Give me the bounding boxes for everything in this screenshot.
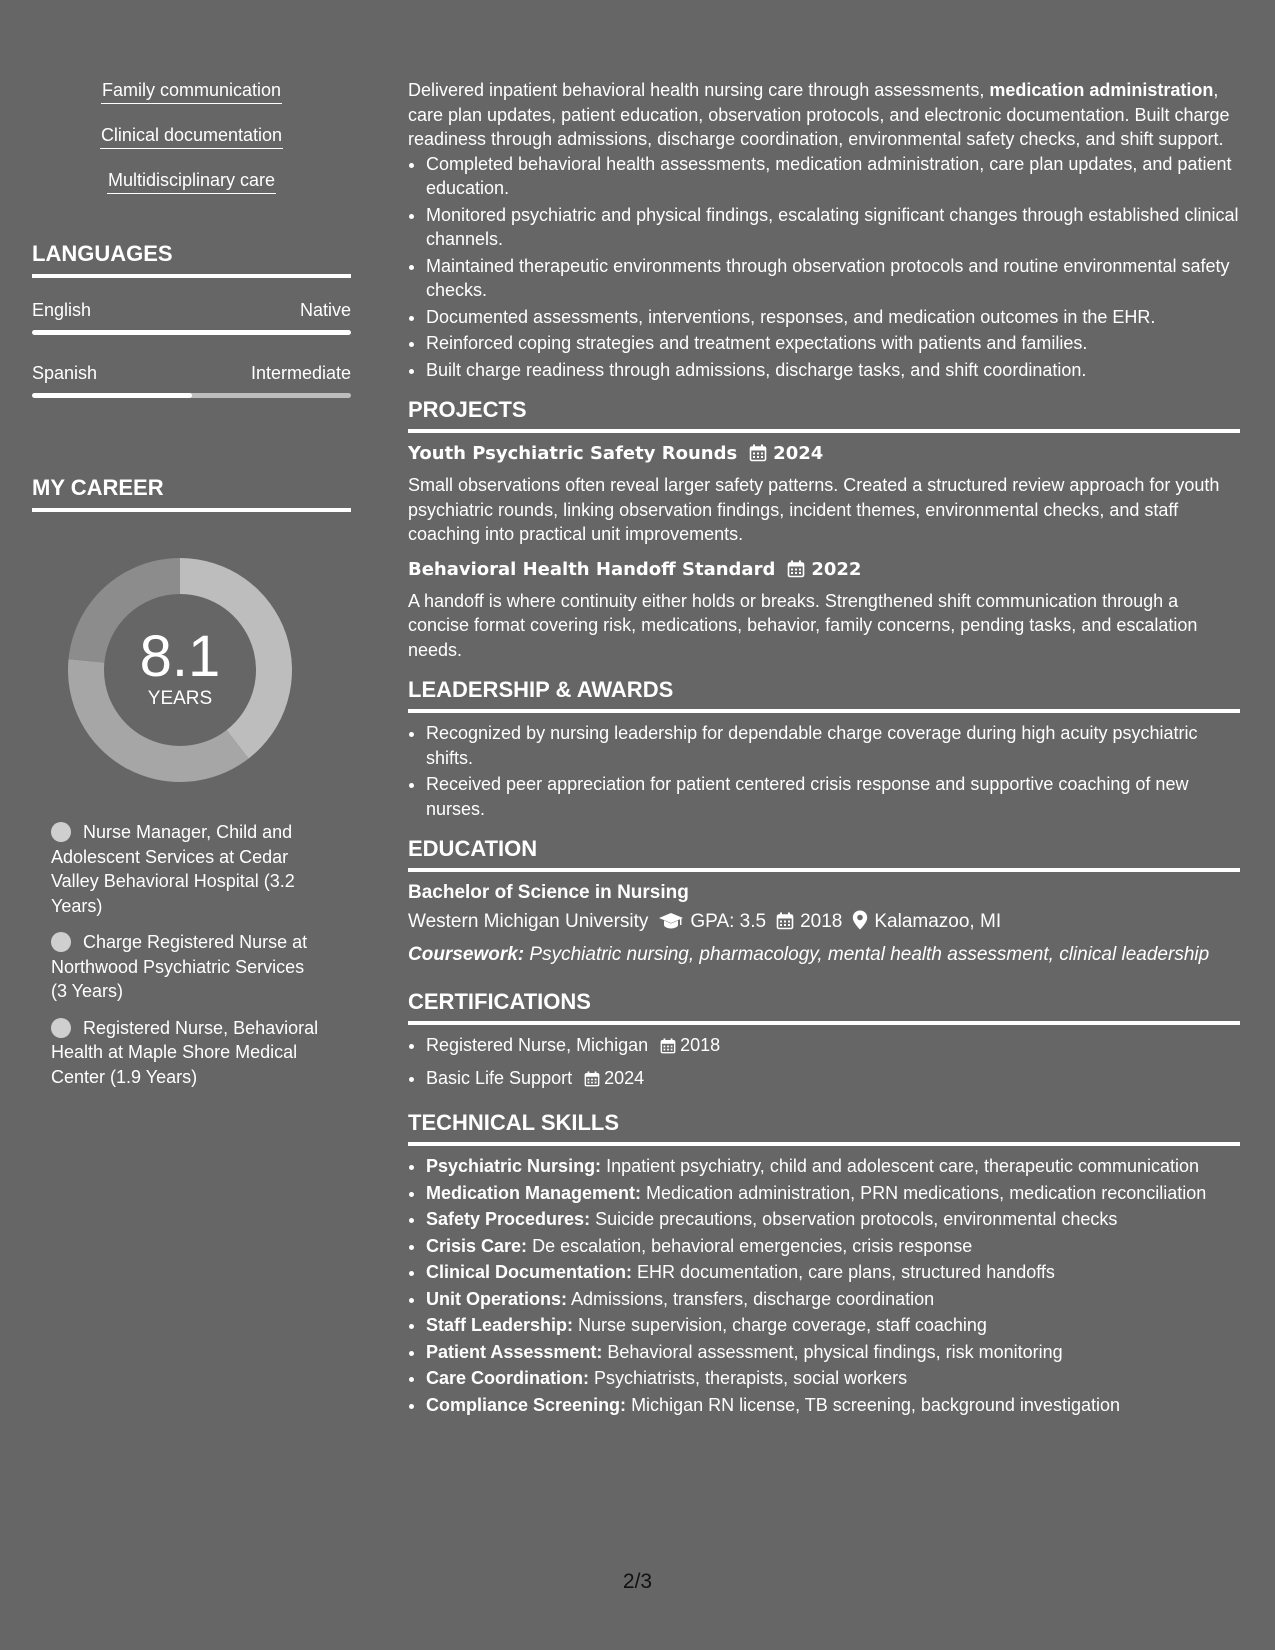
technical-skill-item: [426, 1393, 1240, 1418]
calendar-icon: [584, 1069, 600, 1094]
calendar-icon: [787, 560, 805, 586]
calendar-icon: [749, 444, 767, 470]
technical-skill-label: Psychiatric Nursing:: [426, 1156, 602, 1176]
technical-skill-item: [426, 1313, 1240, 1338]
project-description: A handoff is where continuity either holds or breaks. Strengthened shift communication through a concise format covering risk, medications, behavior, family concerns, pending tasks, and escalation needs.: [408, 590, 1198, 660]
language-item: [32, 298, 351, 335]
career-item-text: Nurse Manager, Child and Adolescent Services at Cedar Valley Behavioral Hospital (3.2 Years): [51, 822, 295, 916]
coursework-text: Psychiatric nursing, pharmacology, mental health assessment, clinical leadership: [524, 944, 1210, 965]
calendar-icon: [776, 911, 794, 939]
project-title: Youth Psychiatric Safety Rounds: [408, 443, 738, 464]
technical-skills-heading: TECHNICAL SKILLS: [408, 1109, 1240, 1146]
education-degree: Bachelor of Science in Nursing: [408, 882, 689, 903]
list-item: • Recognized by nursing leadership for dependable charge coverage during high acuity psychiatric shifts.: [426, 721, 1240, 770]
bullet-dot-icon: [51, 1018, 71, 1038]
list-item: • Reinforced coping strategies and treatment expectations with patients and families.: [426, 331, 1240, 356]
technical-skill-value: Psychiatrists, therapists, social workers: [589, 1368, 908, 1388]
language-item: [32, 361, 351, 398]
career-item: [51, 1016, 321, 1090]
technical-skill-value: Medication administration, PRN medications, medication reconciliation: [641, 1182, 1207, 1203]
career-list: [51, 820, 321, 1089]
language-bar: [32, 393, 351, 398]
project-description: Small observations often reveal larger safety patterns. Created a structured review approach for youth psychiatric rounds, linking observation findings, incident themes, environmental checks, and staff coaching into practical unit improvements.: [408, 475, 1220, 544]
technical-skill-label: Clinical Documentation:: [426, 1262, 633, 1282]
list-item: • Documented assessments, interventions, responses, and medication outcomes in the EHR.: [426, 305, 1240, 330]
technical-skill-label: Patient Assessment:: [426, 1341, 603, 1362]
projects-heading: PROJECTS: [408, 396, 1240, 433]
languages-heading: LANGUAGES: [32, 240, 351, 278]
list-item: • Completed behavioral health assessments, medication administration, care plan updates, and patient education.: [426, 152, 1240, 201]
list-item: • Maintained therapeutic environments through observation protocols and routine environmental safety checks.: [426, 254, 1240, 303]
technical-skill-value: Michigan RN license, TB screening, background investigation: [626, 1394, 1120, 1415]
technical-skill-value: Behavioral assessment, physical findings, risk monitoring: [602, 1341, 1063, 1362]
graduation-cap-icon: [658, 911, 684, 939]
experience-bullets: [408, 152, 1240, 383]
education-heading: EDUCATION: [408, 835, 1240, 872]
education-year: 2018: [800, 911, 843, 932]
certification-year: 2024: [604, 1067, 645, 1088]
education-coursework: [408, 943, 1240, 966]
sidebar: [32, 78, 351, 1101]
education-item: [408, 880, 1240, 966]
career-item: [51, 930, 321, 1004]
career-item: [51, 820, 321, 918]
technical-skill-label: Care Coordination:: [426, 1368, 590, 1388]
technical-skill-label: Safety Procedures:: [426, 1209, 591, 1229]
project-year: 2022: [811, 558, 862, 580]
experience-intro: [408, 78, 1240, 152]
language-level: Native: [299, 300, 351, 320]
career-item-text: Registered Nurse, Behavioral Health at Maple Shore Medical Center (1.9 Years): [51, 1017, 319, 1087]
technical-skill-label: Medication Management:: [426, 1182, 642, 1203]
certification-item: [426, 1066, 1240, 1094]
technical-skill-label: Staff Leadership:: [426, 1315, 574, 1335]
technical-skill-item: [426, 1207, 1240, 1232]
technical-skill-value: Inpatient psychiatry, child and adolescent care, therapeutic communication: [601, 1156, 1200, 1176]
technical-skill-item: [426, 1366, 1240, 1391]
education-location: Kalamazoo, MI: [874, 911, 1002, 932]
technical-skill-value: Admissions, transfers, discharge coordination: [567, 1288, 935, 1309]
language-bar-fill: [32, 393, 192, 398]
career-center: [66, 626, 294, 710]
career-heading: MY CAREER: [32, 474, 351, 512]
language-name: Spanish: [32, 363, 98, 383]
skill-tag: Family communication: [101, 78, 282, 104]
skill-tags: [32, 78, 351, 213]
technical-skill-item: [426, 1340, 1240, 1365]
technical-skill-item: [426, 1260, 1240, 1285]
technical-skill-value: EHR documentation, care plans, structured handoffs: [632, 1262, 1055, 1282]
leadership-bullets: [408, 721, 1240, 821]
certification-item: [426, 1033, 1240, 1061]
bullet-dot-icon: [51, 822, 71, 842]
technical-skill-item: [426, 1234, 1240, 1259]
career-total: 8.1: [139, 624, 221, 689]
bullet-dot-icon: [51, 932, 71, 952]
certification-name: Registered Nurse, Michigan: [426, 1035, 649, 1055]
technical-skill-item: [426, 1154, 1240, 1179]
coursework-label: Coursework:: [408, 944, 525, 965]
project-item: [408, 441, 1240, 547]
career-item-text: Charge Registered Nurse at Northwood Psychiatric Services (3 Years): [51, 932, 308, 1001]
location-pin-icon: [852, 910, 868, 939]
calendar-icon: [660, 1036, 676, 1061]
education-gpa: GPA: 3.5: [690, 911, 767, 932]
career-unit: YEARS: [147, 688, 213, 709]
project-title: Behavioral Health Handoff Standard: [408, 558, 776, 580]
list-item: • Received peer appreciation for patient centered crisis response and supportive coaching of new nurses.: [426, 772, 1240, 821]
language-bar-fill: [32, 330, 351, 335]
page-number: 2/3: [622, 1570, 653, 1593]
skill-tag: Clinical documentation: [100, 123, 283, 149]
education-school: Western Michigan University: [408, 911, 649, 932]
intro-bold-text: medication administration: [989, 80, 1214, 100]
list-item: • Built charge readiness through admissions, discharge tasks, and shift coordination.: [426, 358, 1240, 383]
intro-text: Delivered inpatient behavioral health nursing care through assessments,: [408, 80, 990, 100]
education-meta: [408, 908, 1240, 939]
main-content: [408, 78, 1240, 1419]
language-name: English: [32, 300, 92, 320]
technical-skill-item: [426, 1181, 1240, 1206]
skill-tag: Multidisciplinary care: [107, 168, 276, 194]
certifications-heading: CERTIFICATIONS: [408, 988, 1240, 1025]
certifications-list: [408, 1033, 1240, 1093]
technical-skill-item: [426, 1287, 1240, 1312]
technical-skill-value: Nurse supervision, charge coverage, staff coaching: [573, 1315, 987, 1335]
career-donut: [66, 556, 294, 784]
technical-skill-value: De escalation, behavioral emergencies, crisis response: [527, 1235, 973, 1256]
technical-skill-label: Crisis Care:: [426, 1235, 528, 1256]
technical-skills-list: [408, 1154, 1240, 1417]
certification-name: Basic Life Support: [426, 1067, 573, 1088]
technical-skill-label: Unit Operations:: [426, 1288, 568, 1309]
technical-skill-value: Suicide precautions, observation protocols, environmental checks: [590, 1209, 1118, 1229]
language-bar: [32, 330, 351, 335]
list-item: • Monitored psychiatric and physical findings, escalating significant changes through established clinical channels.: [426, 203, 1240, 252]
leadership-heading: LEADERSHIP & AWARDS: [408, 676, 1240, 713]
technical-skill-label: Compliance Screening:: [426, 1394, 627, 1415]
intro-text: , care plan updates, patient education, observation protocols, and electronic documentation. Built charge readiness through admissions, discharge coordination, environmental safety checks, and shift support.: [408, 80, 1230, 149]
project-year: 2024: [773, 443, 824, 464]
certification-year: 2018: [680, 1035, 721, 1055]
language-level: Intermediate: [250, 363, 351, 383]
project-item: [408, 557, 1240, 663]
